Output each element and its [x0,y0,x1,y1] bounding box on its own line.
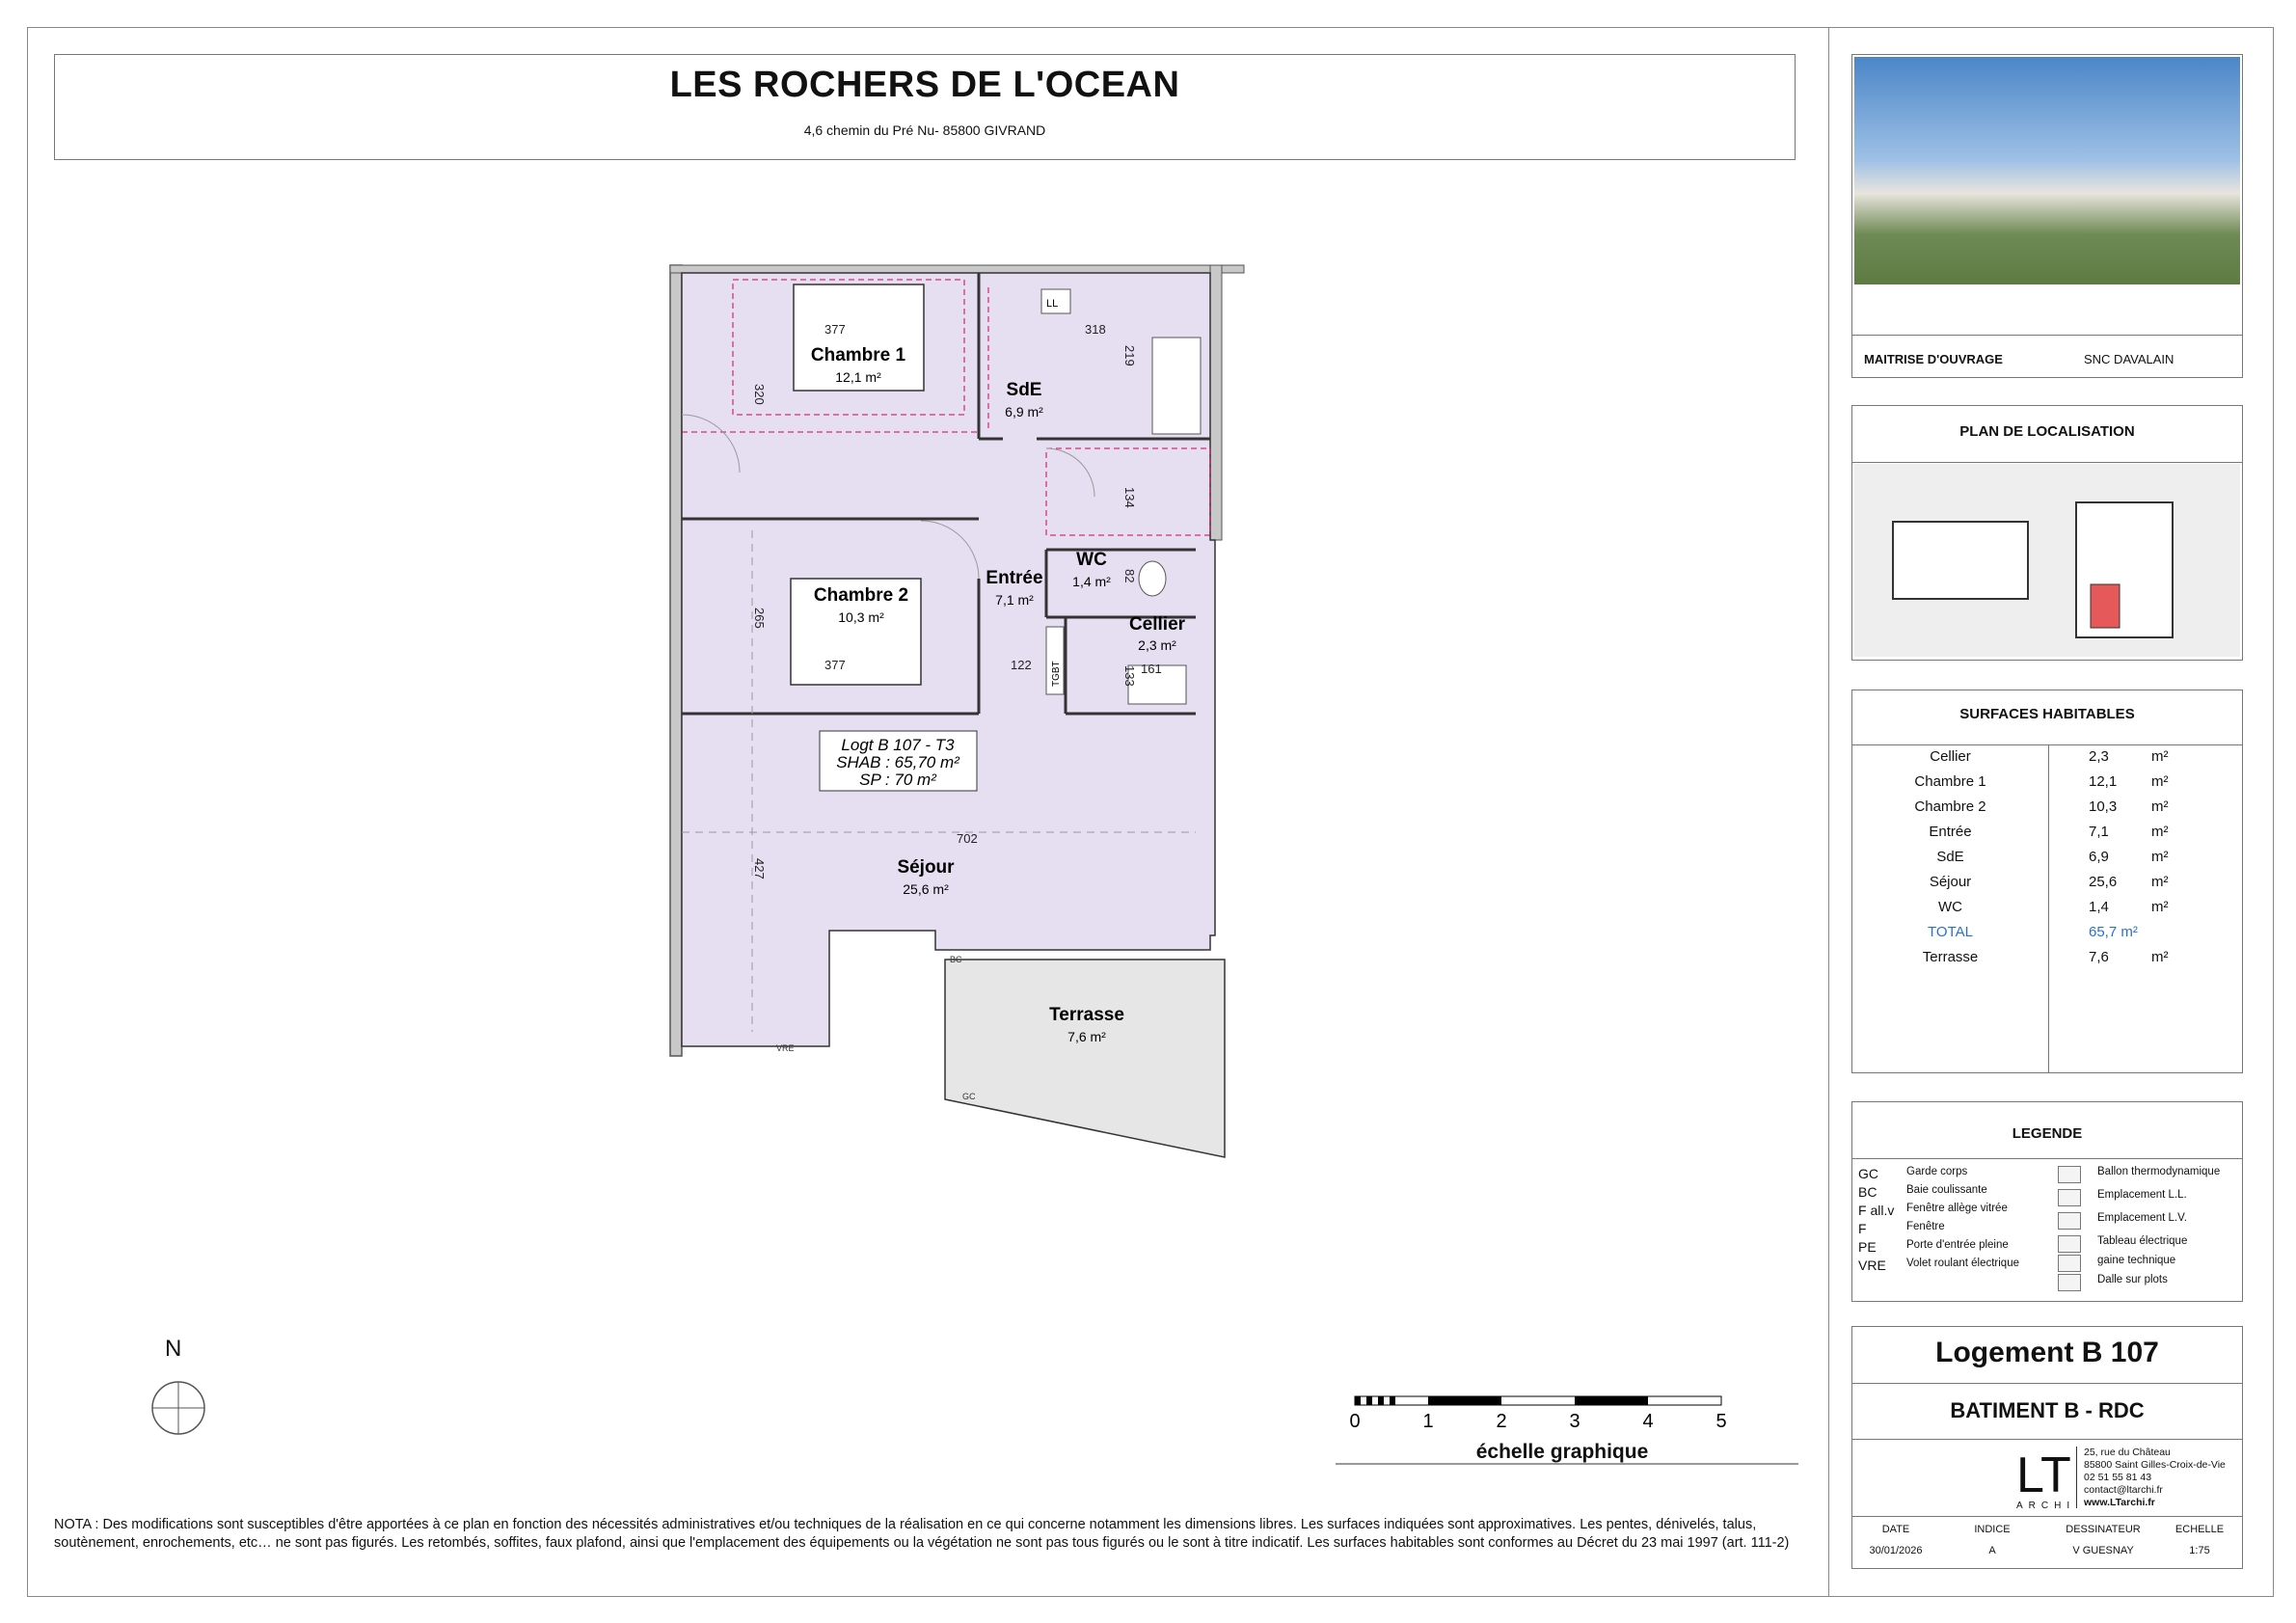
surface-value: 7,6 [2089,949,2109,965]
localisation-title: PLAN DE LOCALISATION [1959,423,2135,440]
tag-tgbt: TGBT [1051,661,1062,687]
dim-3: 219 [1122,345,1137,366]
dim-13: 427 [752,858,767,879]
legend-code: GC [1858,1166,1878,1181]
render-box [1851,54,2243,378]
surface-value: 25,6 [2089,874,2118,890]
meta-header: ECHELLE [2174,1524,2225,1535]
surface-unit: m² [2151,748,2169,765]
meta-value: 1:75 [2189,1545,2210,1556]
legend-symbol-label: Emplacement L.L. [2097,1189,2187,1201]
legend-label: Garde corps [1906,1166,1968,1177]
legend-symbol-label: Emplacement L.V. [2097,1212,2187,1224]
legend-code: BC [1858,1184,1877,1200]
meta-header: DATE [1881,1524,1910,1535]
dim-4: 320 [752,384,767,405]
scale-tick-2: 2 [1496,1411,1507,1432]
surface-unit: m² [2151,773,2169,790]
batiment-title: BATIMENT B - RDC [1950,1398,2145,1422]
room-chambre-2: Chambre 2 [813,585,909,606]
legend-box [1851,1101,2243,1302]
dim-1: 377 [824,322,846,337]
address-line: 02 51 55 81 43 [2084,1472,2152,1483]
surface-name: SdE [1936,849,1964,865]
legend-symbol-icon [2058,1189,2081,1206]
surface-name: TOTAL [1928,924,1973,940]
address-line: www.LTarchi.fr [2084,1497,2155,1508]
room-terrasse-area: 7,6 m² [1067,1029,1106,1044]
title-block [54,54,1796,160]
scale-tick-4: 4 [1642,1411,1654,1432]
meta-value: A [1988,1545,1996,1556]
legend-label: Fenêtre [1906,1221,1945,1232]
logement-title: Logement B 107 [1935,1337,2159,1368]
surface-unit: m² [2151,949,2169,965]
project-address: 4,6 chemin du Pré Nu- 85800 GIVRAND [803,122,1046,138]
dim-2: 318 [1085,322,1106,337]
badge-line-1: Logt B 107 - T3 [841,736,955,754]
tag-ll: LL [1046,298,1059,310]
room-chambre-1: Chambre 1 [810,345,906,365]
legend-symbol-label: Ballon thermodynamique [2097,1166,2221,1177]
lt-logo-sub: ARCHI [2016,1501,2076,1511]
scale-label: échelle graphique [1475,1441,1649,1463]
dim-11: 161 [1141,662,1162,676]
scale-tick-0: 0 [1349,1411,1361,1432]
maitrise-value: SNC DAVALAIN [2084,352,2174,366]
legend-code: F [1858,1221,1867,1236]
tag-bc: BC [950,955,962,964]
room-cellier: Cellier [1128,614,1186,635]
legend-symbol-label: Tableau électrique [2097,1235,2188,1247]
badge-line-3: SP : 70 m² [859,771,936,789]
surface-name: Chambre 2 [1914,798,1986,815]
address-line: 25, rue du Château [2084,1447,2171,1458]
legend-label: Volet roulant électrique [1906,1258,2019,1269]
address-line: 85800 Saint Gilles-Croix-de-Vie [2084,1459,2226,1471]
meta-value: V GUESNAY [2072,1545,2134,1556]
surface-value: 10,3 [2089,798,2118,815]
legend-symbol-icon [2058,1255,2081,1272]
lt-logo: LT [2016,1447,2071,1503]
room-sde-area: 6,9 m² [1005,404,1043,419]
dim-6: 82 [1122,569,1137,583]
scale-tick-3: 3 [1569,1411,1580,1432]
room-sejour-area: 25,6 m² [903,881,949,897]
legend-symbol-icon [2058,1212,2081,1230]
surface-unit: m² [2151,874,2169,890]
legend-label: Fenêtre allège vitrée [1906,1203,2008,1214]
surface-unit: m² [2151,824,2169,840]
meta-value: 30/01/2026 [1869,1545,1923,1556]
surface-name: Entrée [1929,824,1972,840]
room-entree: Entrée [986,568,1043,588]
project-title: LES ROCHERS DE L'OCEAN [669,65,1180,105]
surface-value: 1,4 [2089,899,2109,915]
room-wc-area: 1,4 m² [1072,574,1111,589]
building-render [1854,57,2240,284]
legend-label: Porte d'entrée pleine [1906,1239,2009,1251]
legend-symbol-label: Dalle sur plots [2097,1274,2168,1285]
room-chambre-2-area: 10,3 m² [838,609,884,625]
surface-unit: m² [2151,849,2169,865]
cartouche [1851,1326,2243,1569]
dim-8: 377 [824,658,846,672]
localisation-box [1851,405,2243,661]
badge-line-2: SHAB : 65,70 m² [836,753,959,771]
surfaces-box [1851,690,2243,1073]
localisation-map [1854,464,2240,657]
room-wc: WC [1076,550,1107,570]
nota-text: NOTA : Des modifications sont susceptibles d'être apportées à ce plan en fonction des nécessités administratives et/ou techniques de la réalisation en ce qui concerne notamment les dimensions libres. Les surfaces indiquées sont approximatives. Les pentes, dénivelés, talus, soutènement, enrochements, etc… ne sont pas figurés. Les retombés, soffites, faux plafond, ainsi que l'emplacement des équipements ou la végétation ne sont pas tous figurés ou le sont à titre indicatif. Les surfaces habitables sont conformes au Décret du 23 mai 1997 (art. 111-2) [54,1517,1790,1551]
surface-value: 65,7 m² [2089,924,2138,940]
dim-7: 265 [752,608,767,629]
room-sde: SdE [1006,380,1042,400]
surface-name: Chambre 1 [1914,773,1986,790]
floor-plan [656,260,1254,1167]
dim-12: 702 [957,831,978,846]
dim-10: 133 [1122,665,1137,687]
legend-label: Baie coulissante [1906,1184,1987,1196]
room-entree-area: 7,1 m² [995,592,1034,608]
legend-code: PE [1858,1239,1877,1255]
surface-name: WC [1938,899,1962,915]
legend-symbol-icon [2058,1274,2081,1291]
legend-symbol-icon [2058,1166,2081,1183]
sheet-divider [1828,27,1829,1597]
legend-code: F all.v [1858,1203,1895,1218]
legend-title: LEGENDE [2012,1125,2083,1142]
scale-tick-1: 1 [1422,1411,1434,1432]
dim-5: 134 [1122,487,1137,508]
room-sejour: Séjour [897,857,955,878]
address-line: contact@ltarchi.fr [2084,1484,2163,1496]
tag-gc: GC [962,1092,976,1101]
surface-value: 6,9 [2089,849,2109,865]
surface-unit: m² [2151,798,2169,815]
surface-name: Cellier [1930,748,1971,765]
surface-unit: m² [2151,899,2169,915]
surface-value: 2,3 [2089,748,2109,765]
legend-symbol-label: gaine technique [2097,1255,2176,1266]
meta-header: DESSINATEUR [2066,1524,2141,1535]
surface-value: 12,1 [2089,773,2118,790]
surface-name: Séjour [1929,874,1972,890]
surface-value: 7,1 [2089,824,2109,840]
agency-address [2084,1447,2226,1509]
room-cellier-area: 2,3 m² [1138,637,1176,653]
legend-symbol-icon [2058,1235,2081,1253]
maitrise-label: MAITRISE D'OUVRAGE [1864,352,2003,366]
north-label: N [165,1336,182,1362]
surfaces-title: SURFACES HABITABLES [1959,706,2135,722]
legend-code: VRE [1858,1258,1886,1273]
dim-9: 122 [1011,658,1032,672]
tag-vre: VRE [776,1043,795,1053]
surface-name: Terrasse [1922,949,1979,965]
scale-tick-5: 5 [1715,1411,1727,1432]
meta-header: INDICE [1974,1524,2011,1535]
room-chambre-1-area: 12,1 m² [835,369,881,385]
room-terrasse: Terrasse [1049,1005,1124,1025]
north-arrow-icon [149,1379,207,1437]
